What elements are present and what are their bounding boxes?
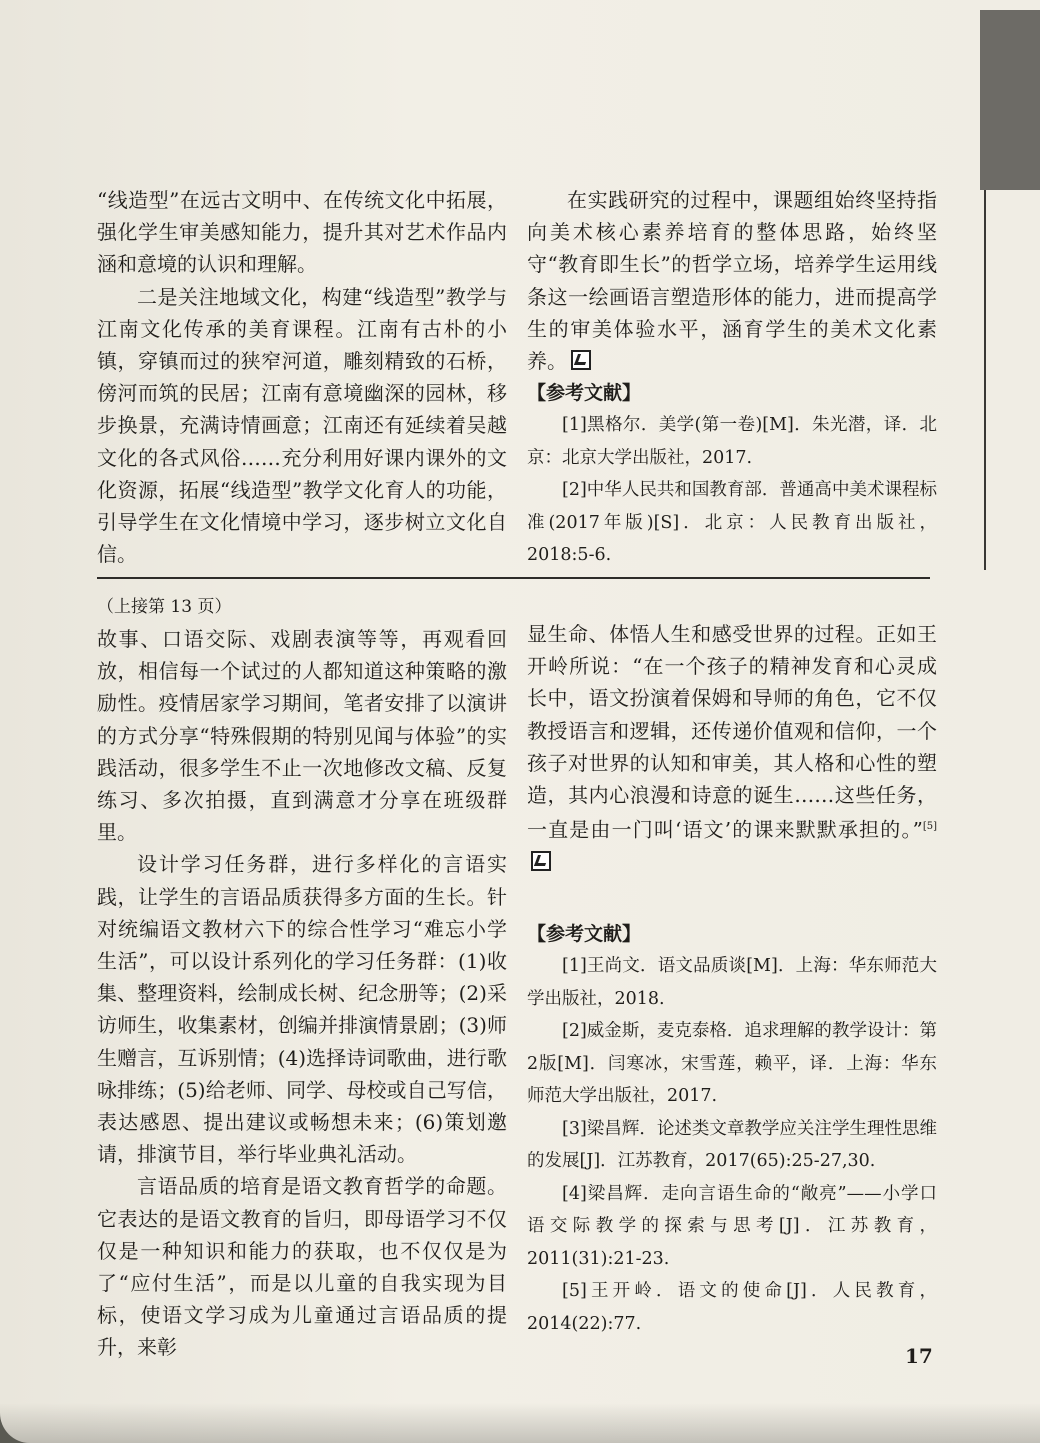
references-heading: 【参考文献】	[527, 382, 642, 405]
paragraph-text: 在实践研究的过程中，课题组始终坚持指向美术核心素养培育的整体思路，始终坚守“教育即生长”的哲学立场，培养学生运用线条这一绘画语言塑造形体的能力，进而提高学生的审美体验水平，涵育学生的美术文化素养。	[527, 188, 937, 374]
references-heading: 【参考文献】	[527, 923, 642, 946]
bottom-left-column	[97, 591, 507, 1364]
reference-item: [4]梁昌辉．走向言语生命的“敞亮”——小学口语交际教学的探索与思考[J]．江苏教育，2011(31):21-23.	[527, 1183, 937, 1269]
section-divider	[97, 577, 930, 579]
reference-item: [1]黑格尔．美学(第一卷)[M]．朱光潜，译．北京：北京大学出版社，2017.	[527, 415, 937, 468]
end-mark-icon	[571, 350, 591, 370]
paragraph: 设计学习任务群，进行多样化的言语实践，让学生的言语品质获得多方面的生长。针对统编语文教材六下的综合性学习“难忘小学生活”，可以设计系列化的学习任务群：(1)收集、整理资料，绘制成长树、纪念册等；(2)采访师生，收集素材，创编并排演情景剧；(3)师生赠言，互诉别情；(4)选择诗词歌曲，进行歌咏排练；(5)给老师、同学、母校或自己写信，表达感恩、提出建议或畅想未来；(6)策划邀请，排演节目，举行毕业典礼活动。	[97, 852, 507, 1167]
footnote-mark: [5]	[922, 821, 937, 833]
paragraph	[527, 618, 937, 878]
reference-item: [3]梁昌辉．论述类文章教学应关注学生理性思维的发展[J]．江苏教育，2017(65):25-27,30.	[527, 1118, 937, 1172]
paragraph: “线造型”在远古文明中、在传统文化中拓展，强化学生审美感知能力，提升其对艺术作品内涵和意境的认识和理解。	[97, 188, 507, 277]
reference-item: [1]王尚文．语文品质谈[M]．上海：华东师范大学出版社，2018.	[527, 956, 937, 1009]
paragraph	[527, 184, 937, 377]
reference-item: [2]中华人民共和国教育部．普通高中美术课程标准(2017年版)[S]．北京：人民教育出版社，2018:5-6.	[527, 480, 937, 566]
section-tab	[980, 10, 1040, 190]
end-mark-icon	[531, 851, 551, 871]
paragraph-text: 显生命、体悟人生和感受世界的过程。正如王开岭所说：“在一个孩子的精神发育和心灵成长中，语文扮演着保姆和导师的角色，它不仅教授语言和逻辑，还传递价值观和信仰，一个孩子对世界的认知和审美，其人格和心性的塑造，其内心浪漫和诗意的诞生……这些任务，一直是由一门叫‘语文’的课来默默承担的。”	[527, 622, 937, 842]
top-right-column	[527, 184, 937, 572]
paragraph: 二是关注地域文化，构建“线造型”教学与江南文化传承的美育课程。江南有古朴的小镇，穿镇而过的狭窄河道，雕刻精致的石桥，傍河而筑的民居；江南有意境幽深的园林，移步换景，充满诗情画意；江南还有延续着吴越文化的各式风俗……充分利用好课内课外的文化资源，拓展“线造型”教学文化育人的功能，引导学生在文化情境中学习，逐步树立文化自信。	[97, 284, 507, 567]
paragraph: 故事、口语交际、戏剧表演等等，再观看回放，相信每一个试过的人都知道这种策略的激励性。疫情居家学习期间，笔者安排了以演讲的方式分享“特殊假期的特别见闻与体验”的实践活动，很多学生不止一次地修改文稿、反复练习、多次拍摄，直到满意才分享在班级群里。	[97, 627, 507, 845]
page-number: 17	[905, 1344, 933, 1368]
top-left-column	[97, 184, 507, 570]
reference-item: [2]威金斯，麦克泰格．追求理解的教学设计：第2版[M]．闫寒冰，宋雪莲，赖平，译．上海：华东师范大学出版社，2017.	[527, 1021, 937, 1107]
bottom-right-column	[527, 618, 937, 1340]
side-rule	[984, 190, 986, 570]
reference-item: [5]王开岭．语文的使命[J]．人民教育，2014(22):77.	[527, 1281, 937, 1334]
paragraph: 言语品质的培育是语文教育哲学的命题。它表达的是语文教育的旨归，即母语学习不仅仅是一种知识和能力的获取，也不仅仅是为了“应付生活”，而是以儿童的自我实现为目标，使语文学习成为儿童通过言语品质的提升，来彰	[97, 1174, 507, 1360]
continued-note: （上接第 13 页）	[97, 597, 232, 617]
